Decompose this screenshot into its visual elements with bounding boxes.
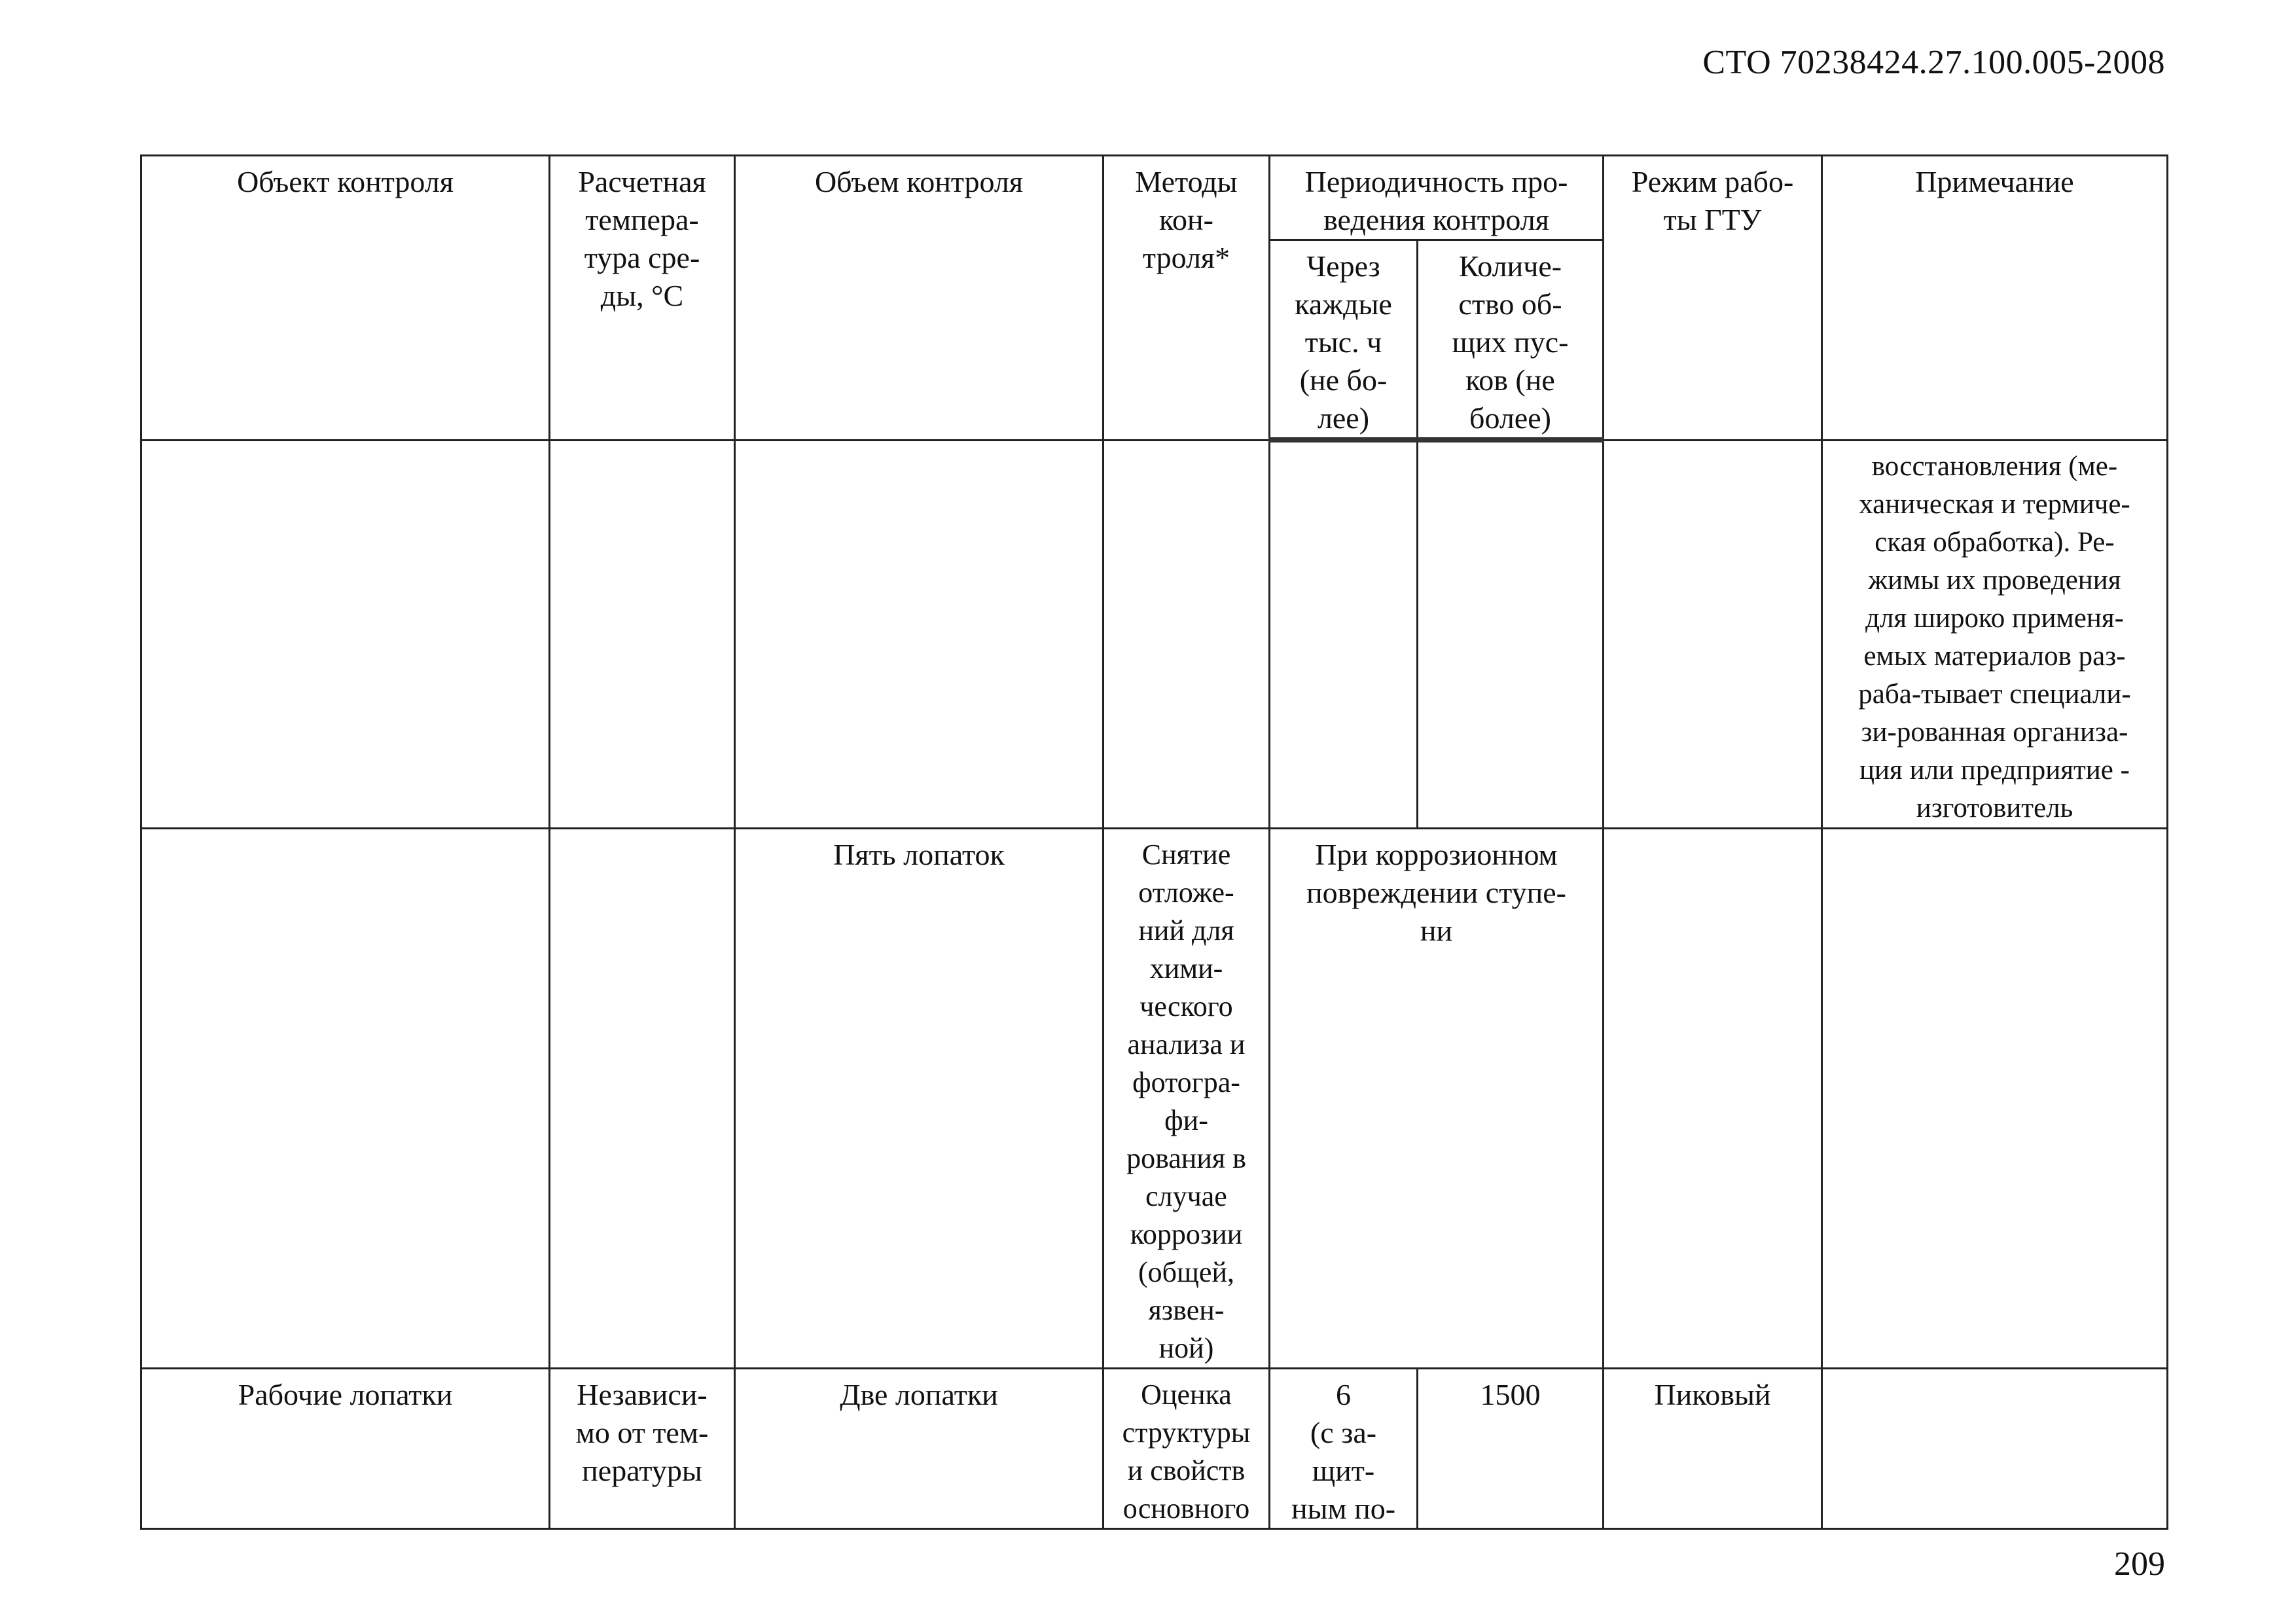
header-mode: Режим рабо- ты ГТУ [1604,156,1822,441]
header-object: Объект контроля [141,156,550,441]
row3-volume: Две лопатки [735,1368,1103,1528]
row3-starts: 1500 [1418,1368,1604,1528]
page-number: 209 [2114,1545,2165,1583]
row1-methods [1103,440,1270,828]
row1-volume [735,440,1103,828]
control-table [140,154,2168,1530]
row1-object [141,440,550,828]
header-methods: Методы кон- троля* [1103,156,1270,441]
row3-every-hours: 6 (с за- щит- ным по- [1270,1368,1418,1528]
row2-object [141,828,550,1368]
row2-periodicity: При коррозионном повреждении ступе- ни [1270,828,1604,1368]
table-row [141,1368,2168,1528]
header-every-hours: Через каждые тыс. ч (не бо- лее) [1270,240,1418,441]
header-note: Примечание [1822,156,2168,441]
header-temperature: Расчетная темпера- тура сре- ды, °С [550,156,735,441]
row3-object: Рабочие лопатки [141,1368,550,1528]
row1-every-hours [1270,440,1418,828]
row3-note [1822,1368,2168,1528]
document-code: СТО 70238424.27.100.005-2008 [1702,44,2165,81]
row2-methods: Снятие отложе- ний для хими- ческого анализа и фотогра- фи- рования в случае коррозии (общей, язвен- ной) [1103,828,1270,1368]
header-starts: Количе- ство об- щих пус- ков (не более) [1418,240,1604,441]
row3-mode: Пиковый [1604,1368,1822,1528]
row2-note [1822,828,2168,1368]
row1-temperature [550,440,735,828]
row3-methods: Оценка структуры и свойств основного [1103,1368,1270,1528]
row3-temperature: Независи- мо от тем- пературы [550,1368,735,1528]
header-volume: Объем контроля [735,156,1103,441]
row2-mode [1604,828,1822,1368]
header-periodicity: Периодичность про- ведения контроля [1270,156,1604,240]
row1-note: восстановления (ме- ханическая и термиче- ская обработка). Ре- жимы их проведения для широко применя- емых материалов раз- раба-тывает специали- зи-рованная организа- ция или предприятие - изготовитель [1822,440,2168,828]
row1-mode [1604,440,1822,828]
table-row [141,440,2168,828]
row2-volume: Пять лопаток [735,828,1103,1368]
row2-temperature [550,828,735,1368]
table-row [141,828,2168,1368]
row1-starts [1418,440,1604,828]
